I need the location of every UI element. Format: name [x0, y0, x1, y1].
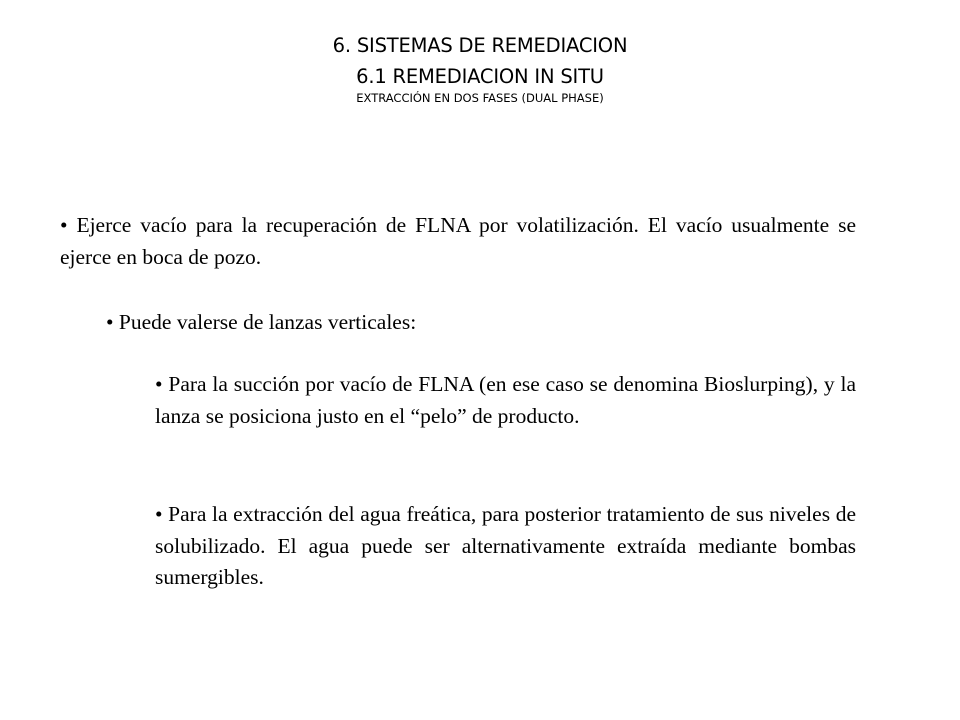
- slide-title-line-1: 6. SISTEMAS DE REMEDIACION: [332, 34, 628, 57]
- bullet-text-2: Puede valerse de lanzas verticales:: [118, 310, 417, 334]
- bullet-text-1: Ejerce vacío para la recuperación de FLNA por volatilización. El vacío usualmente se ejerce en boca de pozo.: [60, 213, 856, 269]
- bullet-paragraph-2: [106, 307, 856, 339]
- bullet-paragraph-1: [60, 210, 856, 273]
- bullet-paragraph-4: [155, 499, 856, 594]
- bullet-marker: •: [106, 310, 114, 334]
- bullet-marker: •: [155, 372, 163, 396]
- slide-subtitle: EXTRACCIÓN EN DOS FASES (DUAL PHASE): [356, 91, 604, 105]
- bullet-marker: •: [60, 213, 68, 237]
- slide-title-line-2: 6.1 REMEDIACION IN SITU: [356, 65, 604, 88]
- bullet-text-4: Para la extracción del agua freática, para posterior tratamiento de sus niveles de solubilizado. El agua puede ser alternativamente extraída mediante bombas sumergibles.: [155, 502, 856, 589]
- bullet-marker: •: [155, 502, 163, 526]
- bullet-text-3: Para la succión por vacío de FLNA (en ese caso se denomina Bioslurping), y la lanza se posiciona justo en el “pelo” de producto.: [155, 372, 857, 428]
- bullet-paragraph-3: [155, 369, 856, 432]
